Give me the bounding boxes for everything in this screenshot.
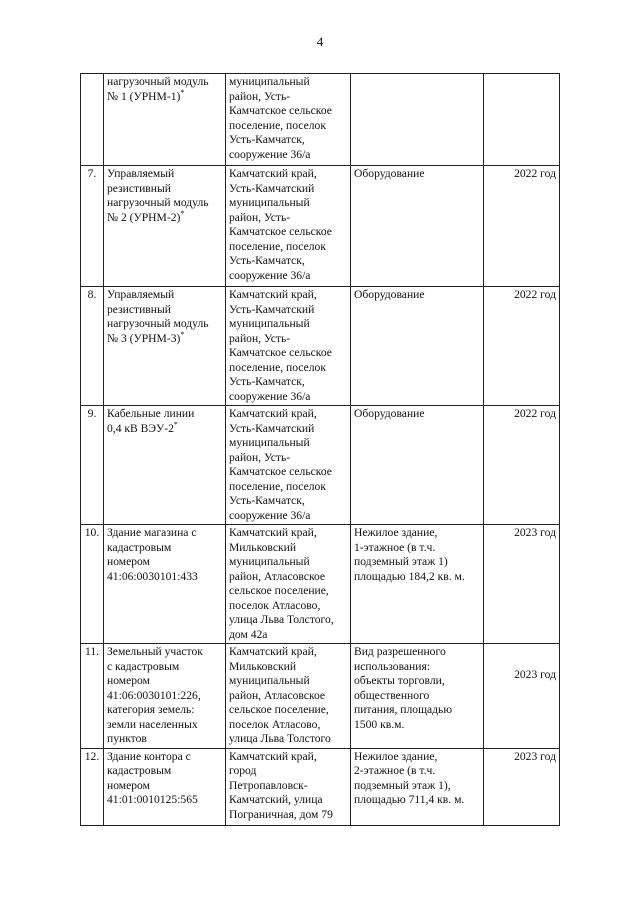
table-row: [81, 748, 560, 825]
object-address: Камчатский край, Мильковский муниципальный район, Атласовское сельское поселение, поселок Атласово, улица Льва Толстого, дом 42а: [226, 525, 351, 644]
object-year: 2022 год: [484, 166, 560, 287]
object-name: Управляемый резистивный нагрузочный модуль № 2 (УРНМ-2)*: [104, 166, 226, 287]
page-number: 4: [316, 34, 324, 49]
object-address: Камчатский край, Усть-Камчатский муниципальный район, Усть- Камчатское сельское поселение, поселок Усть-Камчатск, сооружение 36/а: [226, 166, 351, 287]
object-name: Здание магазина с кадастровым номером 41:06:0030101:433: [104, 525, 226, 644]
object-name: Кабельные линии 0,4 кВ ВЭУ-2*: [104, 406, 226, 525]
object-description: Оборудование: [351, 406, 484, 525]
object-address: Камчатский край, Усть-Камчатский муниципальный район, Усть- Камчатское сельское поселение, поселок Усть-Камчатск, сооружение 36/а: [226, 287, 351, 406]
row-number: 9.: [81, 406, 104, 525]
table-row: [81, 74, 560, 166]
object-year: 2022 год: [484, 287, 560, 406]
object-year: 2023 год: [484, 525, 560, 644]
table-row: [81, 644, 560, 749]
object-name: Управляемый резистивный нагрузочный модуль № 3 (УРНМ-3)*: [104, 287, 226, 406]
object-description: Оборудование: [351, 287, 484, 406]
row-number: [81, 74, 104, 166]
object-address: Камчатский край, Усть-Камчатский муниципальный район, Усть- Камчатское сельское поселение, поселок Усть-Камчатск, сооружение 36/а: [226, 406, 351, 525]
object-address: Камчатский край, Мильковский муниципальный район, Атласовское сельское поселение, поселок Атласово, улица Льва Толстого: [226, 644, 351, 749]
row-number: 8.: [81, 287, 104, 406]
row-number: 10.: [81, 525, 104, 644]
object-description: Вид разрешенного использования: объекты торговли, общественного питания, площадью 1500 кв.м.: [351, 644, 484, 749]
table-row: [81, 525, 560, 644]
object-name: Здание контора с кадастровым номером 41:01:0010125:565: [104, 748, 226, 825]
table-row: [81, 287, 560, 406]
object-address: Камчатский край, город Петропавловск- Камчатский, улица Пограничная, дом 79: [226, 748, 351, 825]
table-row: [81, 166, 560, 287]
object-year: 2023 год: [484, 748, 560, 825]
property-table: [80, 73, 560, 826]
row-number: 11.: [81, 644, 104, 749]
row-number: 12.: [81, 748, 104, 825]
object-address: муниципальный район, Усть- Камчатское сельское поселение, поселок Усть-Камчатск, сооружение 36/а: [226, 74, 351, 166]
object-name: нагрузочный модуль № 1 (УРНМ-1)*: [104, 74, 226, 166]
object-year: 2022 год: [484, 406, 560, 525]
object-description: [351, 74, 484, 166]
table-row: [81, 406, 560, 525]
object-description: Оборудование: [351, 166, 484, 287]
object-name: Земельный участок с кадастровым номером 41:06:0030101:226, категория земель: земли населенных пунктов: [104, 644, 226, 749]
object-description: Нежилое здание, 2-этажное (в т.ч. подземный этаж 1), площадью 711,4 кв. м.: [351, 748, 484, 825]
object-year: [484, 74, 560, 166]
object-description: Нежилое здание, 1-этажное (в т.ч. подземный этаж 1) площадью 184,2 кв. м.: [351, 525, 484, 644]
object-year: 2023 год: [484, 644, 560, 749]
row-number: 7.: [81, 166, 104, 287]
